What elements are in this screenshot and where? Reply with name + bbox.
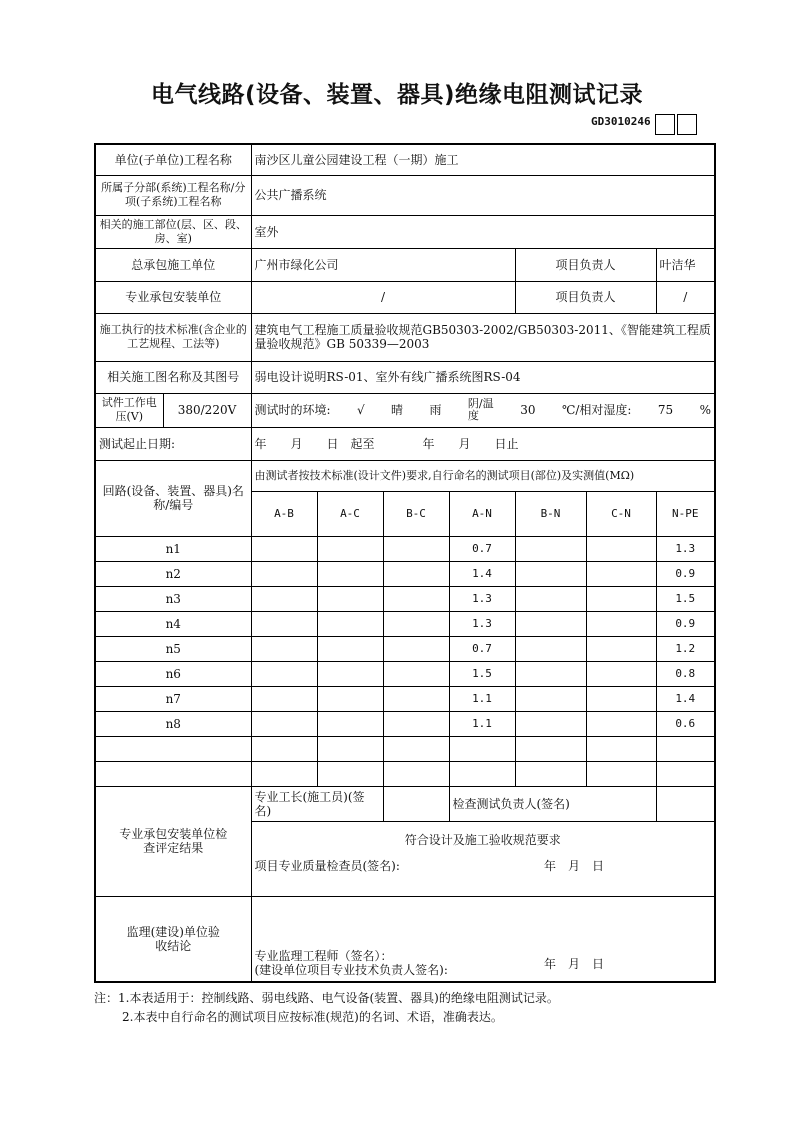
env-humidity-unit: % <box>699 403 711 417</box>
measure-cell[interactable] <box>515 736 586 761</box>
measure-cell[interactable] <box>586 736 656 761</box>
measure-cell[interactable] <box>586 561 656 586</box>
sub-value[interactable]: / <box>251 281 515 313</box>
measure-cell[interactable] <box>383 611 449 636</box>
qc-date[interactable]: 年 月 日 <box>540 859 715 896</box>
measure-cell[interactable] <box>251 611 317 636</box>
measure-cell[interactable] <box>586 761 656 786</box>
env-sunny: 晴 <box>391 403 404 417</box>
measure-cell[interactable] <box>515 611 586 636</box>
measure-cell[interactable] <box>317 536 383 561</box>
measure-cell[interactable]: 0.9 <box>656 611 715 636</box>
unit-value[interactable]: 南沙区儿童公园建设工程（一期）施工 <box>251 144 715 175</box>
measure-cell[interactable] <box>317 711 383 736</box>
sub-label: 专业承包安装单位 <box>95 281 251 313</box>
circuit-name[interactable]: n3 <box>95 586 251 611</box>
measure-cell[interactable] <box>586 586 656 611</box>
measure-cell[interactable] <box>449 736 515 761</box>
form-code: GD3010246 <box>591 115 651 128</box>
measure-cell[interactable]: 0.9 <box>656 561 715 586</box>
voltage-label: 试件工作电压(V) <box>95 393 163 427</box>
measure-cell[interactable] <box>586 611 656 636</box>
env-humidity[interactable]: 75 <box>657 403 674 417</box>
measure-cell[interactable]: 1.4 <box>656 686 715 711</box>
table-row <box>95 686 715 711</box>
measure-cell[interactable] <box>317 561 383 586</box>
supervision-label: 监理(建设)单位验收结论 <box>95 896 251 982</box>
measure-cell[interactable] <box>251 711 317 736</box>
engineer-label-2: (建设单位项目专业技术负责人签名): <box>254 963 448 977</box>
circuit-name[interactable]: n4 <box>95 611 251 636</box>
measure-cell[interactable] <box>317 661 383 686</box>
sub-pm-label: 项目负责人 <box>515 281 656 313</box>
drawing-value[interactable]: 弱电设计说明RS-01、室外有线广播系统图RS-04 <box>251 361 715 393</box>
circuit-label: 回路(设备、装置、器具)名称/编号 <box>95 460 251 536</box>
measure-cell[interactable] <box>515 586 586 611</box>
measure-cell[interactable] <box>383 761 449 786</box>
measure-cell[interactable] <box>251 636 317 661</box>
measure-cell[interactable] <box>251 736 317 761</box>
measure-cell[interactable] <box>383 736 449 761</box>
col-header: B-N <box>515 491 586 536</box>
circuit-name[interactable]: n1 <box>95 536 251 561</box>
engineer-date[interactable]: 年 月 日 <box>540 896 715 982</box>
measure-cell[interactable] <box>317 586 383 611</box>
measure-cell[interactable] <box>449 761 515 786</box>
date-label: 测试起止日期: <box>95 427 251 460</box>
measure-cell[interactable] <box>515 761 586 786</box>
measure-cell[interactable]: 1.3 <box>656 536 715 561</box>
measure-cell[interactable] <box>515 636 586 661</box>
env-label: 测试时的环境: <box>254 403 331 417</box>
date-range[interactable]: 年 月 日 起至 年 月 日止 <box>251 427 715 460</box>
measure-cell[interactable] <box>251 661 317 686</box>
measure-cell[interactable] <box>251 686 317 711</box>
measure-cell[interactable] <box>383 561 449 586</box>
record-table <box>94 143 716 983</box>
measure-cell[interactable]: 1.1 <box>449 686 515 711</box>
engineer-label: 专业监理工程师（签名）： <box>254 949 393 963</box>
sub-pm-value[interactable]: / <box>656 281 715 313</box>
measure-cell[interactable] <box>251 536 317 561</box>
measure-cell[interactable]: 1.5 <box>656 586 715 611</box>
measure-cell[interactable] <box>586 686 656 711</box>
contractor-label: 总承包施工单位 <box>95 248 251 281</box>
measure-cell[interactable] <box>586 636 656 661</box>
env-temp-unit: ℃/相对湿度: <box>561 403 632 417</box>
circuit-name[interactable]: n6 <box>95 661 251 686</box>
circuit-name[interactable] <box>95 736 251 761</box>
sub-check-label: 专业承包安装单位检查评定结果 <box>95 786 251 896</box>
contractor-value[interactable]: 广州市绿化公司 <box>251 248 515 281</box>
table-row <box>95 711 715 736</box>
env-temp[interactable]: 30 <box>520 403 536 417</box>
col-header: N-PE <box>656 491 715 536</box>
circuit-name[interactable]: n7 <box>95 686 251 711</box>
col-header: A-C <box>317 491 383 536</box>
voltage-value[interactable]: 380/220V <box>163 393 251 427</box>
measure-cell[interactable] <box>586 536 656 561</box>
measure-cell[interactable] <box>317 761 383 786</box>
standard-value[interactable]: 建筑电气工程施工质量验收规范GB50303-2002/GB50303-2011、《智能建筑工程质量验收规范》GB 50339—2003 <box>251 313 715 361</box>
inspector-label: 检查测试负责人(签名) <box>449 786 656 821</box>
notes <box>94 989 559 1027</box>
env-rain: 雨 <box>429 403 442 417</box>
page-title: 电气线路(设备、装置、器具)绝缘电阻测试记录 <box>150 82 644 108</box>
environment-cell <box>251 393 715 427</box>
col-header: A-B <box>251 491 317 536</box>
location-value[interactable]: 室外 <box>251 215 715 248</box>
measure-cell[interactable]: 0.7 <box>449 536 515 561</box>
circuit-name[interactable]: n5 <box>95 636 251 661</box>
col-header: C-N <box>586 491 656 536</box>
measure-cell[interactable] <box>383 661 449 686</box>
inspector-signature[interactable] <box>656 786 715 821</box>
table-row <box>95 761 715 786</box>
foreman-label: 专业工长(施工员)(签名) <box>251 786 383 821</box>
measure-cell[interactable]: 1.2 <box>656 636 715 661</box>
measure-cell[interactable] <box>317 736 383 761</box>
measure-cell[interactable]: 0.7 <box>449 636 515 661</box>
measure-cell[interactable] <box>515 661 586 686</box>
code-input-box-1[interactable] <box>655 114 675 135</box>
measure-cell[interactable] <box>317 636 383 661</box>
division-value[interactable]: 公共广播系统 <box>251 175 715 215</box>
measure-cell[interactable] <box>656 761 715 786</box>
table-row <box>95 586 715 611</box>
measure-cell[interactable]: 0.6 <box>656 711 715 736</box>
measure-cell[interactable]: 1.3 <box>449 611 515 636</box>
drawing-label: 相关施工图名称及其图号 <box>95 361 251 393</box>
location-label: 相关的施工部位(层、区、段、房、室) <box>95 215 251 248</box>
measure-cell[interactable] <box>586 711 656 736</box>
measure-cell[interactable]: 0.8 <box>656 661 715 686</box>
measure-cell[interactable] <box>383 536 449 561</box>
contractor-pm-label: 项目负责人 <box>515 248 656 281</box>
col-header: B-C <box>383 491 449 536</box>
measure-cell[interactable] <box>656 736 715 761</box>
measure-cell[interactable] <box>317 686 383 711</box>
measure-header: 由测试者按技术标准(设计文件)要求,自行命名的测试项目(部位)及实测值(MΩ) <box>251 460 715 491</box>
measure-cell[interactable]: 1.5 <box>449 661 515 686</box>
measure-cell[interactable]: 1.1 <box>449 711 515 736</box>
measure-cell[interactable] <box>515 711 586 736</box>
division-label: 所属子分部(系统)工程名称/分项(子系统)工程名称 <box>95 175 251 215</box>
measure-cell[interactable]: 1.4 <box>449 561 515 586</box>
col-header: A-N <box>449 491 515 536</box>
table-row <box>95 736 715 761</box>
measure-cell[interactable]: 1.3 <box>449 586 515 611</box>
measure-cell[interactable] <box>383 586 449 611</box>
conclusion-text[interactable]: 符合设计及施工验收规范要求 <box>251 821 715 859</box>
measure-cell[interactable] <box>383 711 449 736</box>
table-row <box>95 636 715 661</box>
standard-label: 施工执行的技术标准(含企业的工艺规程、工法等) <box>95 313 251 361</box>
env-check[interactable]: √ <box>356 403 365 417</box>
measure-cell[interactable] <box>251 761 317 786</box>
circuit-name[interactable]: n8 <box>95 711 251 736</box>
table-row <box>95 536 715 561</box>
measure-cell[interactable] <box>515 561 586 586</box>
measure-cell[interactable] <box>317 611 383 636</box>
table-row <box>95 661 715 686</box>
measure-cell[interactable] <box>586 661 656 686</box>
circuit-name[interactable]: n2 <box>95 561 251 586</box>
measure-cell[interactable] <box>515 536 586 561</box>
table-row <box>95 611 715 636</box>
measure-cell[interactable] <box>383 636 449 661</box>
env-cloudy: 阴/温度 <box>467 397 494 422</box>
code-input-box-2[interactable] <box>677 114 697 135</box>
note-2: 2.本表中自行命名的测试项目应按标准(规范)的名词、术语，准确表达。 <box>122 1010 503 1024</box>
circuit-name[interactable] <box>95 761 251 786</box>
contractor-pm-value[interactable]: 叶洁华 <box>656 248 715 281</box>
measure-cell[interactable] <box>251 561 317 586</box>
engineer-cell <box>251 896 540 982</box>
note-1: 注：1.本表适用于：控制线路、弱电线路、电气设备(装置、器具)的绝缘电阻测试记录。 <box>94 991 559 1005</box>
qc-label: 项目专业质量检查员(签名): <box>251 859 540 896</box>
table-row <box>95 561 715 586</box>
measure-cell[interactable] <box>515 686 586 711</box>
measure-cell[interactable] <box>251 586 317 611</box>
foreman-signature[interactable] <box>383 786 449 821</box>
unit-label: 单位(子单位)工程名称 <box>95 144 251 175</box>
measure-cell[interactable] <box>383 686 449 711</box>
